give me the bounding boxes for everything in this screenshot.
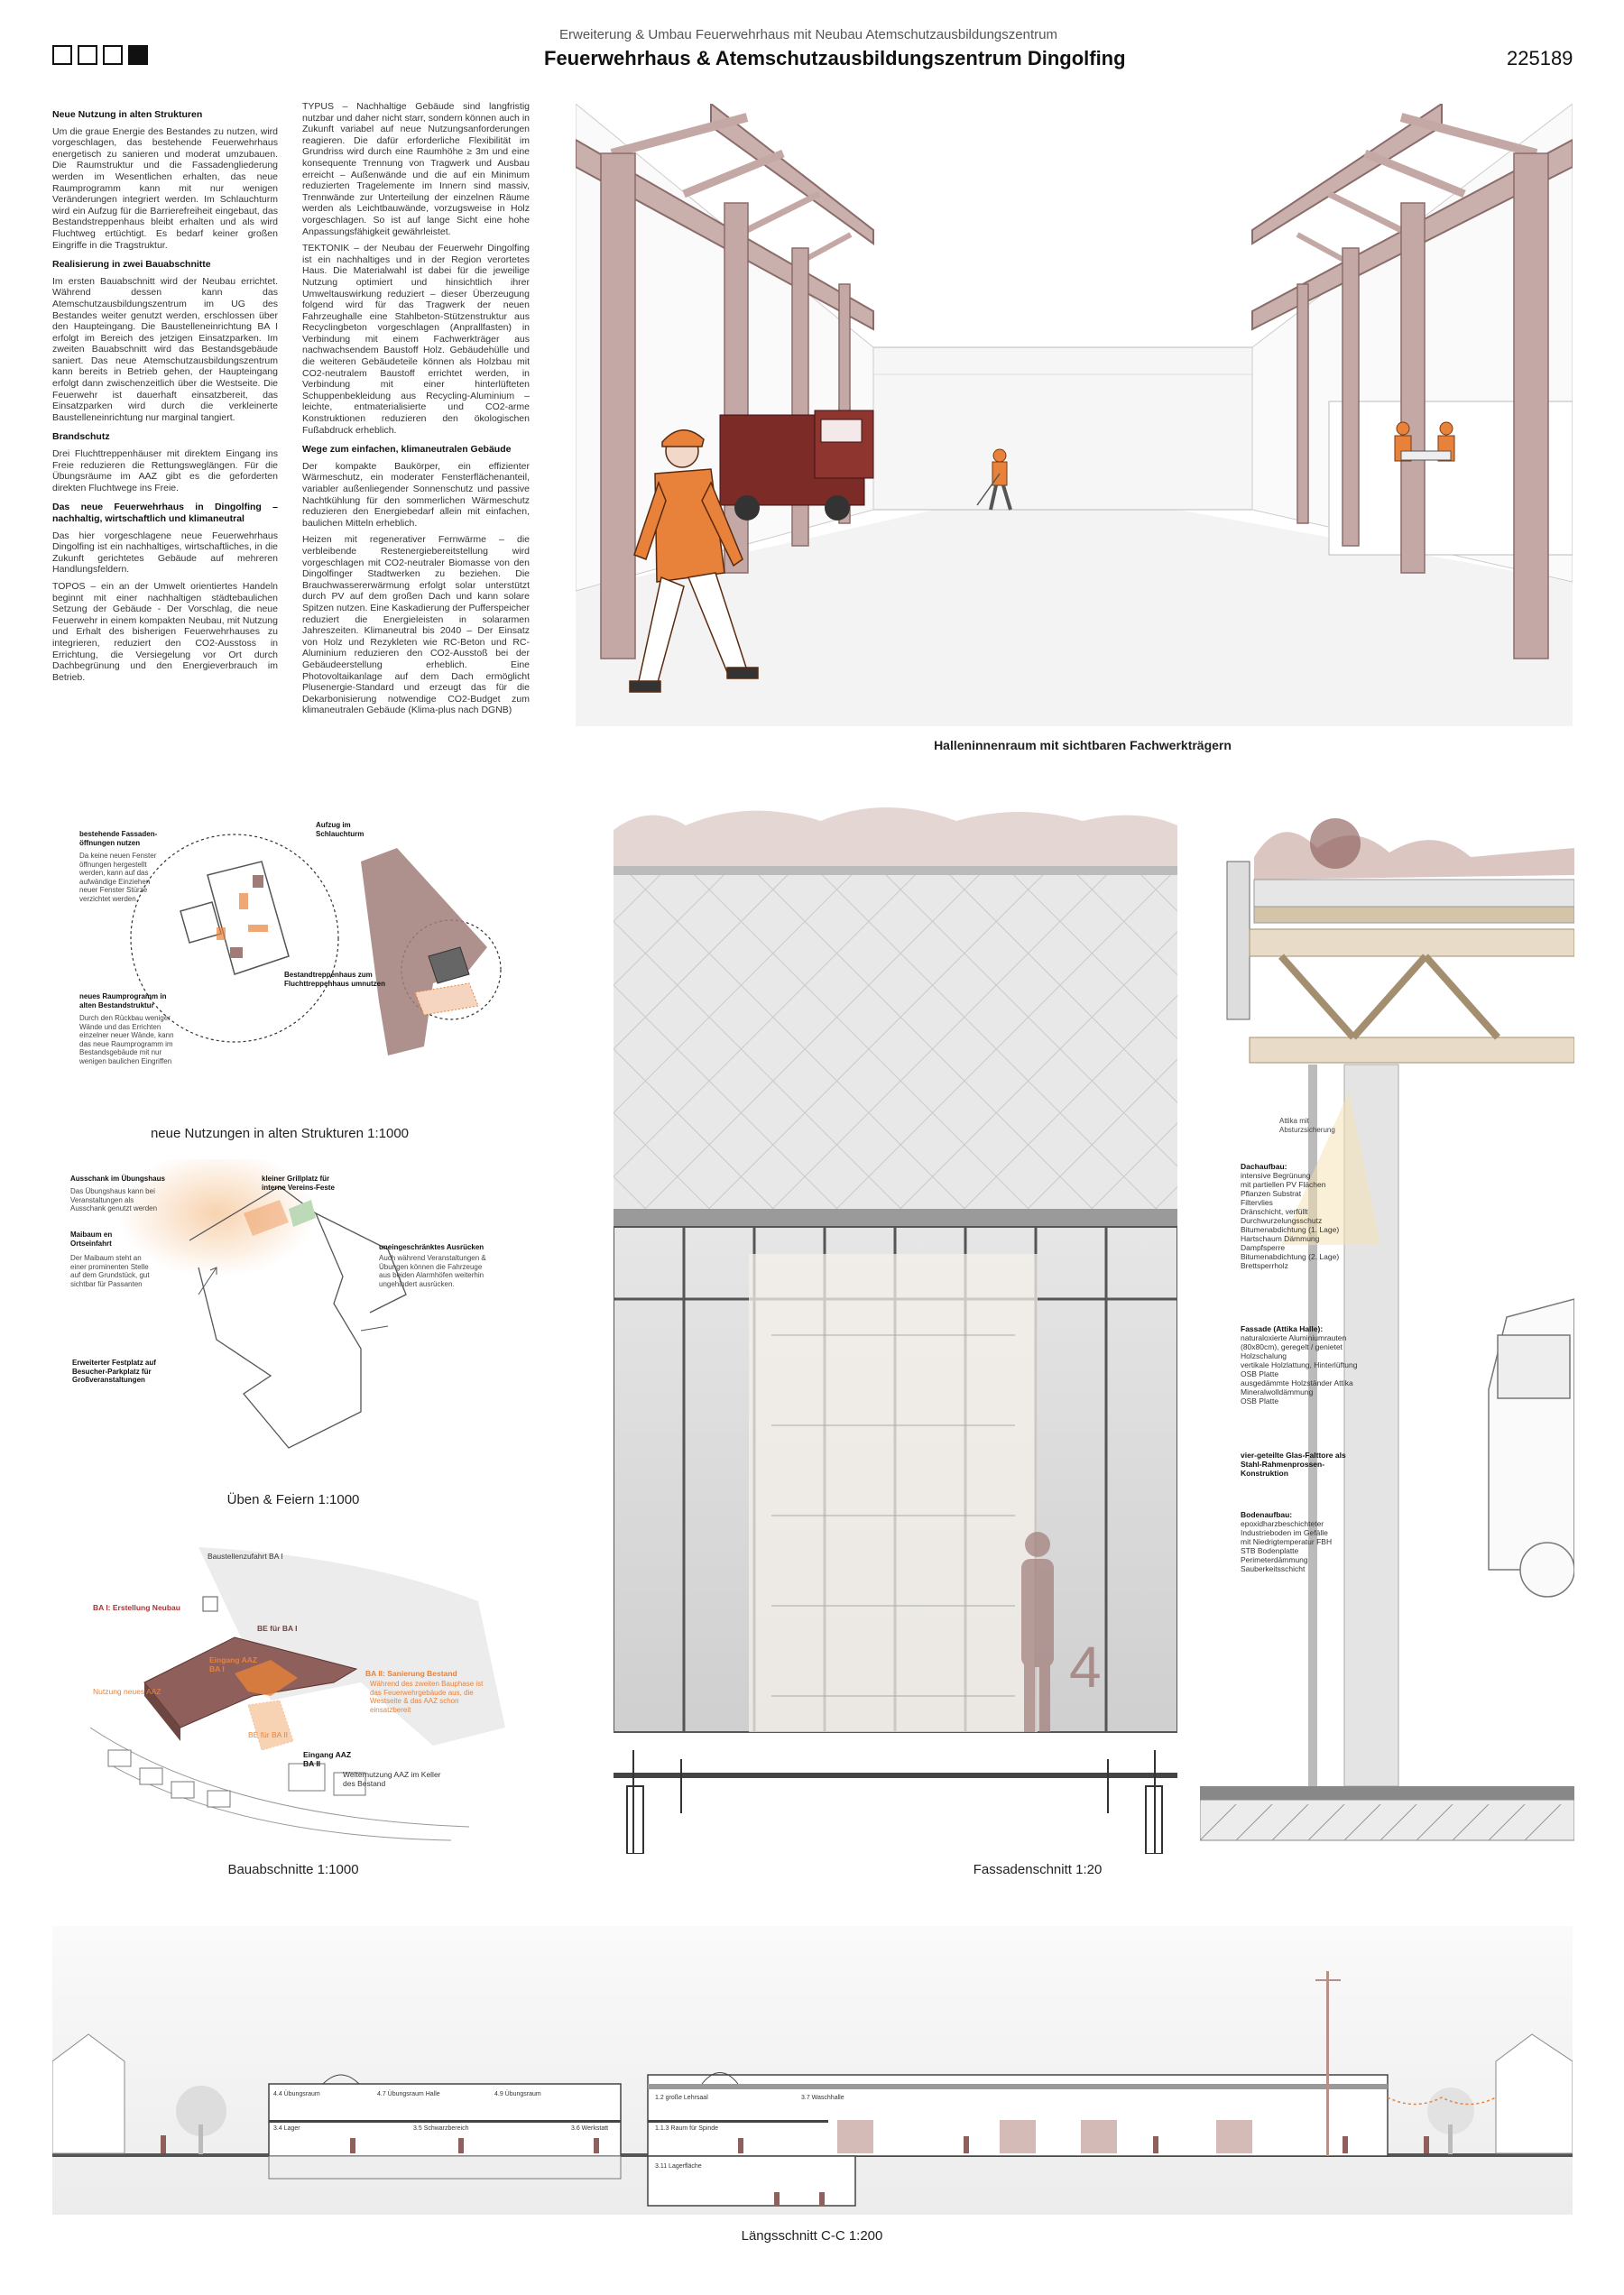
caption-hall: Halleninnenraum mit sichtbaren Fachwerkträgern bbox=[934, 738, 1232, 752]
header-title: Feuerwehrhaus & Atemschutzausbildungszentrum Dingolfing bbox=[544, 47, 1126, 69]
legend-boden-title: Bodenaufbau: bbox=[1241, 1510, 1293, 1519]
heading-neue-nutzung: Neue Nutzung in alten Strukturen bbox=[52, 109, 203, 120]
legend-item: Holzschalung bbox=[1241, 1351, 1287, 1360]
legend-item: Industrieboden im Gefälle bbox=[1241, 1528, 1328, 1537]
caption-bauabschnitte: Bauabschnitte 1:1000 bbox=[227, 1862, 359, 1877]
heading-bauabschnitte: Realisierung in zwei Bauabschnitte bbox=[52, 259, 211, 271]
d3-label1: Baustellenzufahrt BA I bbox=[208, 1552, 283, 1561]
header-square-1 bbox=[52, 45, 72, 65]
d2-label4-text: Auch während Veranstaltungen & Übungen können die Fahrzeuge aus beiden Alarmhöfen weiterhin ungehindert ausrücken. bbox=[379, 1254, 486, 1288]
d2-label5-title: Erweiterter Festplatz auf Besucher-Parkplatz für Großveranstaltungen bbox=[72, 1359, 156, 1384]
header-square-2 bbox=[78, 45, 97, 65]
d1-label3-title: Bestandtreppenhaus zum Fluchttreppenhaus umnutzen bbox=[284, 971, 385, 988]
legend-item: intensive Begrünung bbox=[1241, 1171, 1311, 1180]
d2-label1-text: Das Übungshaus kann bei Veranstaltungen als Ausschank genutzt werden bbox=[70, 1187, 158, 1212]
caption-nutzungen: neue Nutzungen in alten Strukturen 1:1000 bbox=[150, 1126, 410, 1141]
paragraph: Das hier vorgeschlagene neue Feuerwehrhaus Dingolfing ist ein nachhaltiges, wirtschaftliches, in die Zukunft gerichtetes Gebäude auf mehreren Handlungsfeldern. bbox=[52, 530, 278, 576]
d2-label4-title: uneingeschränktes Ausrücken bbox=[379, 1243, 484, 1251]
header-subtitle: Erweiterung & Umbau Feuerwehrhaus mit Neubau Atemschutzausbildungszentrum bbox=[559, 27, 1057, 42]
section-room-label: 4.4 Übungsraum bbox=[273, 2091, 320, 2097]
paragraph: TYPUS – Nachhaltige Gebäude sind langfristig nutzbar und daher nicht starr, sondern können auch in Zukunft variabel auf neue Nutzungsanforderungen reagieren. Die dafür erforderliche Flexibilität im Grundriss wird durch eine Raumhöhe ≥ 3m und eine konsequente Trennung von Tragwerk und Ausbau erreicht – Außenwände und die auf ein Minimum reduzierten Tragelemente im Innern sind massiv, Trennwände zur Unterteilung der einzelnen Räume werden als Leichtbauwände, vorzugsweise in Holz vorgeschlagen. So ist auf lange Sicht eine hohe Anpassungsfähigkeit gewährleistet. bbox=[302, 101, 530, 237]
legend-item: Filtervlies bbox=[1241, 1198, 1273, 1207]
section-room-label: 3.11 Lagerfläche bbox=[655, 2163, 702, 2170]
longitudinal-section bbox=[52, 1926, 1573, 2215]
header-square-3 bbox=[103, 45, 123, 65]
paragraph: Heizen mit regenerativer Fernwärme – die verbleibende Restenergiebereitstellung wird vorgeschlagen mit CO2-neutraler Biomasse von den Dingolfinger Stadtwerken zu beziehen. Die Brauchwassererwärmung erfolgt solar unterstützt durch PV auf dem großen Dach und kann solare Spitzen nutzen. Eine Kaskadierung der Pufferspeicher reduziert die Energieleisten in solararmen Jahreszeiten. Klimaneutral bis 2040 – Der Einsatz von Holz und Rezykleten wie RC-Beton und RC-Aluminium reduzieren den CO2-Ausstoß bei der Gebäudeerstellung erheblich. Eine Photovoltaikanlage auf dem Dach ermöglicht Plusenergie-Standard und erzeugt das für die Dekarbonisierung notwendige CO2-Budget zum klimaneutralen Gebäude (Klima-plus nach DGNB) bbox=[302, 534, 530, 716]
legend-fassade-title: Fassade (Attika Halle): bbox=[1241, 1324, 1324, 1333]
d3-label8: Eingang AAZ BA II bbox=[303, 1750, 352, 1768]
d3-label4: Eingang AAZ BA I bbox=[209, 1655, 258, 1673]
d3-label3: BE für BA I bbox=[257, 1624, 298, 1633]
facade-elevation bbox=[614, 794, 1177, 1854]
legend-item: STB Bodenplatte bbox=[1241, 1546, 1299, 1555]
legend-item: Sauberkeitsschicht bbox=[1241, 1564, 1306, 1573]
paragraph: Drei Fluchttreppenhäuser mit direktem Eingang ins Freie reduzieren die Rettungsweglängen. Für die Übungsräume im AAZ gibt es die geforderten direkten Fluchtwege ins Freie. bbox=[52, 448, 278, 493]
paragraph: TOPOS – ein an der Umwelt orientiertes Handeln beginnt mit einer nachhaltigen städtebaulichen Setzung der Gebäude - Der Vorschlag, die neue Feuerwehr in einem kompakten Neubau, mit Nutzung und Erhalt des bisherigen Feuerwehrhauses zu integrieren, reduziert den CO2-Ausstoss in Errichtung, die Versiegelung vor Ort durch Dachbegrünung und den Energieverbrauch im Betrieb. bbox=[52, 580, 278, 683]
d3-label2: BA I: Erstellung Neubau bbox=[93, 1603, 180, 1612]
fire-truck-icon bbox=[720, 410, 873, 521]
d1-label1-text: Da keine neuen Fenster öffnungen hergestellt werden, kann auf das aufwändige Einziehen neuer Fenster Stürze verzichtet werden. bbox=[79, 852, 157, 903]
legend-item: Mineralwolldämmung bbox=[1241, 1387, 1314, 1396]
legend-boden bbox=[1241, 1510, 1367, 1573]
paragraph: TEKTONIK – der Neubau der Feuerwehr Dingolfing ist ein nachhaltiges und in der Region verortetes Haus. Die Materialwahl ist dabei für die jeweilige Nutzung optimiert und hinsichtlich ihrer Umweltauswirkung reduziert – dieser Überzeugung folgend wird für das Tragwerk der neuen Fahrzeughalle eine Stahlbeton-Stützenstruktur aus Recyclingbeton vorgeschlagen (Anprallfasten) in Verbindung mit einem Fachwerkträger aus nachwachsendem Baustoff Holz. Gebäudehülle und die weiteren Gebäudeteile können als Holzbau mit CO2-neutralem Baustoff errichtet werden, in Verbindung mit einer hinterlüfteten Schuppenbekleidung aus Recycling-Aluminium – leichte, entmaterialisierte und CO2-arme Konstruktionen reduzieren den ökologischen Fußabdruck erheblich. bbox=[302, 243, 530, 436]
legend-item: OSB Platte bbox=[1241, 1369, 1279, 1378]
d2-label3-text: Der Maibaum steht an einer prominenten Stelle auf dem Grundstück, gut sichtbar für Passanten bbox=[70, 1254, 150, 1288]
legend-item: naturaloxierte Aluminiumrauten bbox=[1241, 1333, 1347, 1342]
legend-item: epoxidharzbeschichteter bbox=[1241, 1519, 1324, 1528]
legend-item: Bitumenabdichtung (1. Lage) bbox=[1241, 1225, 1340, 1234]
caption-laengs: Längsschnitt C-C 1:200 bbox=[741, 2228, 883, 2244]
facade-number: 4 bbox=[1069, 1635, 1102, 1700]
d1-label4-title: neues Raumprogramm in alten Bestandstruktur bbox=[79, 992, 167, 1009]
paragraph: Der kompakte Baukörper, ein effizienter Wärmeschutz, ein moderater Fensterflächenanteil, variabler außenliegender Sonnenschutz und passive Nachtkühlung für den sommerlichen Wärmeschutz reduzieren den Energiebedarf allein mit einfachen, baulichen Mitteln erheblich. bbox=[302, 460, 530, 529]
section-room-label: 3.7 Waschhalle bbox=[801, 2095, 844, 2101]
d2-label2-title: kleiner Grillplatz für interne Vereins-Feste bbox=[262, 1175, 335, 1192]
legend-dachaufbau bbox=[1241, 1162, 1367, 1270]
d3-label5-text: Während des zweiten Bauphase ist das Feuerwehrgebäude aus, die Westseite & das AAZ schon einsatzbereit bbox=[370, 1680, 484, 1714]
heading-klimaneutral: Wege zum einfachen, klimaneutralen Gebäude bbox=[302, 444, 512, 456]
header-square-4 bbox=[128, 45, 148, 65]
legend-item: Pflanzen Substrat bbox=[1241, 1189, 1302, 1198]
legend-item: Hartschaum Dämmung bbox=[1241, 1234, 1320, 1243]
section-room-label: 1.2 große Lehrsaal bbox=[655, 2095, 708, 2101]
d3-label6: Nutzung neues AAZ bbox=[93, 1687, 161, 1696]
d2-label1-title: Ausschank im Übungshaus bbox=[70, 1175, 165, 1183]
d2-label3-title: Maibaum en Ortseinfahrt bbox=[70, 1230, 113, 1248]
caption-feiern: Üben & Feiern 1:1000 bbox=[226, 1492, 360, 1507]
legend-item: Perimeterdämmung bbox=[1241, 1555, 1308, 1564]
d1-label4-text: Durch den Rückbau weniger Wände und das Errichten einzelner neuer Wände, kann das neue Raumprogramm im Bestandsgebäude mit nur wenigen baulichen Eingriffen bbox=[79, 1014, 174, 1065]
legend-item: vertikale Holzlattung, Hinterlüftung bbox=[1241, 1360, 1358, 1369]
heading-nachhaltig: Das neue Feuerwehrhaus in Dingolfing – nachhaltig, wirtschaftlich und klimaneutral bbox=[52, 502, 278, 524]
section-room-label: 3.4 Lager bbox=[273, 2125, 300, 2132]
legend-fassade bbox=[1241, 1324, 1367, 1406]
legend-item: Dränschicht, verfüllt bbox=[1241, 1207, 1308, 1216]
d1-label1-title: bestehende Fassaden-öffnungen nutzen bbox=[79, 830, 158, 847]
section-room-label: 3.5 Schwarzbereich bbox=[413, 2125, 469, 2132]
paragraph: Um die graue Energie des Bestandes zu nutzen, wird vorgeschlagen, das bestehende Feuerwehrhaus energetisch zu sanieren und moderat umzubauen. Die Raumstruktur und die Fassadengliederung werden im Wesentlichen erhalten, das neue Raumprogramm kann mit nur wenigen Veränderungen integriert werden. Im Schlauchturm wird ein Aufzug für die Barrierefreiheit eingebaut, das Bestandstreppenhaus bleibt erhalten und als wird Fluchtweg ertüchtigt. Es bedarf keiner großen Eingriffe in die Tragstruktur. bbox=[52, 125, 278, 251]
hall-perspective bbox=[576, 104, 1573, 726]
caption-fassade: Fassadenschnitt 1:20 bbox=[973, 1862, 1103, 1877]
text-column-right bbox=[302, 101, 530, 722]
heading-brandschutz: Brandschutz bbox=[52, 431, 110, 443]
legend-item: ausgedämmte Holzständer Attika bbox=[1241, 1378, 1353, 1387]
text-column-left bbox=[52, 101, 278, 688]
legend-item: Durchwurzelungsschutz bbox=[1241, 1216, 1323, 1225]
project-number: 225189 bbox=[1507, 47, 1573, 69]
d1-label2-title: Aufzug im Schlauchturm bbox=[316, 821, 364, 838]
legend-tor: vier-geteilte Glas-Falttore als Stahl-Rahmenprossen-Konstruktion bbox=[1241, 1451, 1346, 1478]
legend-item: mit Niedrigtemperatur FBH bbox=[1241, 1537, 1333, 1546]
legend-item: OSB Platte bbox=[1241, 1396, 1279, 1406]
legend-item: (80x80cm), geregelt / genietet bbox=[1241, 1342, 1343, 1351]
d3-label5: BA II: Sanierung Bestand bbox=[365, 1669, 457, 1678]
d3-label7: BE für BA II bbox=[248, 1730, 288, 1739]
legend-dach-title: Dachaufbau: bbox=[1241, 1162, 1287, 1171]
d3-label9: Weiternutzung AAZ im Keller des Bestand bbox=[343, 1770, 441, 1788]
paragraph: Im ersten Bauabschnitt wird der Neubau errichtet. Während dessen kann das Atemschutzausbildungszentrum im UG des Bestandes weiter genutzt werden, erschlossen über den Haupteingang. Die Baustelleneinrichtung BA I erfolgt im Bereich des jetzigen Einsatzparken. Im zweiten Bauabschnitt wird das Bestandsgebäude saniert. Das neue Atemschutzausbildungszentrum kann bereits in Betrieb gehen, der Haupteingang erfolgt dann zwischenzeitlich über die Westseite. Die Feuerwehr ist dauerhaft einsatzbereit, das Einsatzparken wird durch die verkleinerte Baustelleneinrichtung nur marginal tangiert. bbox=[52, 275, 278, 423]
legend-item: Bitumenabdichtung (2. Lage) bbox=[1241, 1252, 1340, 1261]
section-room-label: 4.7 Übungsraum Halle bbox=[377, 2091, 440, 2097]
legend-item: Dampfsperre bbox=[1241, 1243, 1286, 1252]
section-room-label: 4.9 Übungsraum bbox=[494, 2091, 541, 2097]
legend-item: mit partiellen PV Flächen bbox=[1241, 1180, 1326, 1189]
section-room-label: 3.6 Werkstatt bbox=[571, 2125, 609, 2132]
section-room-label: 1.1.3 Raum für Spinde bbox=[655, 2125, 719, 2132]
legend-item: Brettsperrholz bbox=[1241, 1261, 1288, 1270]
attika-label: Attika mit Absturzsicherung bbox=[1279, 1117, 1335, 1134]
